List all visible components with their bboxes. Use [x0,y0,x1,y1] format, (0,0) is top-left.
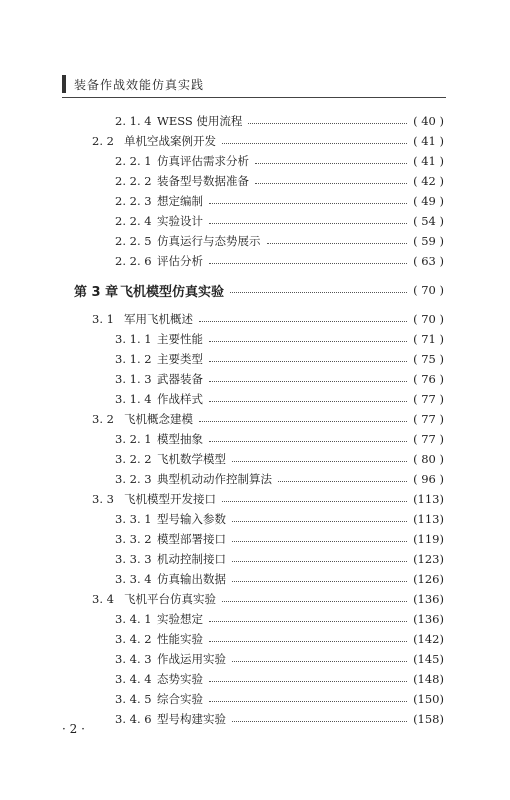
toc-entry-number: 3. 4. 4 [115,672,152,686]
toc-entry-page: (142) [413,632,444,646]
dot-leader [230,292,407,293]
dot-leader [255,183,407,184]
toc-entry[interactable] [92,131,444,151]
toc-entry-title: 飞机模型开发接口 [124,492,216,506]
toc-entry-title: 仿真评估需求分析 [157,154,249,168]
toc-entry-title: 综合实验 [157,692,203,706]
page-number: · 2 · [62,722,85,736]
book-title: 装备作战效能仿真实践 [74,77,205,92]
toc-entry[interactable] [115,329,444,349]
toc-entry-title: 仿真运行与态势展示 [157,234,261,248]
toc-entry-page: ( 77 ) [413,392,444,406]
toc-entry-number: 3. 4. 3 [115,652,152,666]
toc-entry-title: 典型机动动作控制算法 [157,472,272,486]
toc-entry-number: 3. 3. 3 [115,552,152,566]
toc-entry-number: 3. 1. 1 [115,332,152,346]
toc-entry-number: 2. 2. 2 [115,174,152,188]
toc-entry[interactable] [115,211,444,231]
dot-leader [267,243,408,244]
toc-entry-page: (123) [413,552,444,566]
toc-entry-title: 模型抽象 [157,432,203,446]
toc-entry[interactable] [115,629,444,649]
toc-entry-number: 2. 2 [92,134,114,148]
toc-entry-page: ( 75 ) [413,352,444,366]
toc-entry-number: 2. 2. 1 [115,154,152,168]
toc-entry[interactable] [92,309,444,329]
toc-entry[interactable] [115,529,444,549]
toc-entry-page: (148) [413,672,444,686]
toc-entry-page: ( 41 ) [413,134,444,148]
toc-entry[interactable] [115,549,444,569]
toc-entry[interactable] [74,280,444,300]
toc-entry-page: (126) [413,572,444,586]
dot-leader [209,621,407,622]
toc-entry-number: 3. 1. 2 [115,352,152,366]
toc-entry-page: (150) [413,692,444,706]
toc-entry-title: 主要类型 [157,352,203,366]
toc-entry-page: ( 70 ) [413,312,444,326]
toc-entry[interactable] [115,251,444,271]
dot-leader [232,661,407,662]
dot-leader [209,401,407,402]
toc-entry[interactable] [115,429,444,449]
toc-entry[interactable] [115,151,444,171]
toc-entry-page: ( 63 ) [413,254,444,268]
dot-leader [248,123,407,124]
toc-entry-title: 飞机数学模型 [157,452,226,466]
dot-leader [232,561,407,562]
toc-entry-page: ( 41 ) [413,154,444,168]
dot-leader [232,541,407,542]
toc-entry[interactable] [115,709,444,729]
toc-entry-title: 想定编制 [157,194,203,208]
toc-entry-page: (119) [413,532,444,546]
toc-entry-number: 2. 1. 4 [115,114,152,128]
dot-leader [232,521,407,522]
toc-entry-number: 2. 2. 5 [115,234,152,248]
toc-entry-number: 3. 4. 1 [115,612,152,626]
toc-entry-title: 装备型号数据准备 [157,174,249,188]
dot-leader [209,341,407,342]
toc-entry-title: 型号构建实验 [157,712,226,726]
toc-entry-title: 模型部署接口 [157,532,226,546]
dot-leader [209,223,407,224]
toc-entry-page: (145) [413,652,444,666]
toc-entry-title: 实验想定 [157,612,203,626]
toc-entry-page: ( 59 ) [413,234,444,248]
toc-entry-title: 作战运用实验 [157,652,226,666]
toc-entry-number: 3. 1. 4 [115,392,152,406]
toc-entry-title: 武器装备 [157,372,203,386]
toc-entry-page: (158) [413,712,444,726]
toc-entry-number: 3. 1. 3 [115,372,152,386]
toc-entry-title: 性能实验 [157,632,203,646]
toc-entry[interactable] [115,569,444,589]
toc-entry-number: 3. 2 [92,412,114,426]
toc-entry-page: (136) [413,592,444,606]
dot-leader [222,601,407,602]
dot-leader [222,143,407,144]
header-bar-mark [62,75,66,93]
dot-leader [232,581,407,582]
dot-leader [278,481,407,482]
toc-entry-number: 第 3 章 [74,284,119,300]
toc-entry[interactable] [115,111,444,131]
toc-entry-number: 3. 4. 6 [115,712,152,726]
toc-entry[interactable] [92,409,444,429]
toc-entry-number: 3. 2. 2 [115,452,152,466]
toc-entry[interactable] [115,349,444,369]
toc-entry-number: 3. 4 [92,592,114,606]
dot-leader [209,381,407,382]
dot-leader [209,701,407,702]
dot-leader [232,721,407,722]
toc-entry-title: 飞机模型仿真实验 [120,284,225,300]
header-rule [62,97,446,98]
toc-entry[interactable] [115,449,444,469]
toc-entry-number: 3. 2. 1 [115,432,152,446]
toc-entry-page: (113) [413,492,444,506]
toc-entry-title: 飞机平台仿真实验 [124,592,216,606]
toc-entry-page: ( 54 ) [413,214,444,228]
toc-entry-page: ( 77 ) [413,432,444,446]
running-header [62,73,204,95]
toc-entry-number: 3. 1 [92,312,114,326]
dot-leader [199,421,407,422]
toc-entry[interactable] [115,689,444,709]
toc-entry-number: 2. 2. 3 [115,194,152,208]
toc-entry-number: 2. 2. 4 [115,214,152,228]
toc-entry-page: (113) [413,512,444,526]
dot-leader [209,641,407,642]
toc-entry[interactable] [115,171,444,191]
toc-entry-number: 3. 3. 2 [115,532,152,546]
toc-entry-number: 3. 3. 1 [115,512,152,526]
toc-entry[interactable] [115,669,444,689]
toc-entry-page: ( 77 ) [413,412,444,426]
toc-entry-title: 型号输入参数 [157,512,226,526]
toc-entry-number: 3. 4. 2 [115,632,152,646]
toc-entry-page: ( 49 ) [413,194,444,208]
dot-leader [209,441,407,442]
toc-entry-number: 3. 2. 3 [115,472,152,486]
toc-entry-page: ( 80 ) [413,452,444,466]
dot-leader [209,361,407,362]
toc-entry-title: 态势实验 [157,672,203,686]
toc-entry-number: 3. 3 [92,492,114,506]
toc-entry[interactable] [115,389,444,409]
dot-leader [199,321,407,322]
toc-entry[interactable] [115,191,444,211]
dot-leader [209,263,407,264]
dot-leader [255,163,407,164]
dot-leader [232,461,407,462]
toc-entry[interactable] [115,469,444,489]
toc-entry-title: 军用飞机概述 [124,312,193,326]
toc-entry-title: 主要性能 [157,332,203,346]
toc-entry[interactable] [115,369,444,389]
toc-entry-page: (136) [413,612,444,626]
toc-entry-page: ( 70 ) [413,283,444,297]
dot-leader [222,501,407,502]
toc-entry-title: 评估分析 [157,254,203,268]
toc-entry-page: ( 42 ) [413,174,444,188]
toc-entry-number: 3. 4. 5 [115,692,152,706]
toc-entry[interactable] [115,509,444,529]
toc-entry-number: 2. 2. 6 [115,254,152,268]
dot-leader [209,681,407,682]
toc-entry-title: 飞机概念建模 [124,412,193,426]
toc-entry-title: 实验设计 [157,214,203,228]
toc-entry-title: 单机空战案例开发 [124,134,216,148]
toc-entry-title: WESS 使用流程 [157,114,243,128]
toc-entry[interactable] [115,609,444,629]
toc-entry-page: ( 76 ) [413,372,444,386]
toc-entry-number: 3. 3. 4 [115,572,152,586]
toc-entry-page: ( 96 ) [413,472,444,486]
toc-entry-title: 机动控制接口 [157,552,226,566]
toc-entry[interactable] [115,231,444,251]
toc-entry-title: 作战样式 [157,392,203,406]
toc-entry-page: ( 40 ) [413,114,444,128]
dot-leader [209,203,407,204]
toc-entry[interactable] [92,589,444,609]
toc-entry-title: 仿真输出数据 [157,572,226,586]
toc-entry[interactable] [92,489,444,509]
toc-entry-page: ( 71 ) [413,332,444,346]
toc-entry[interactable] [115,649,444,669]
